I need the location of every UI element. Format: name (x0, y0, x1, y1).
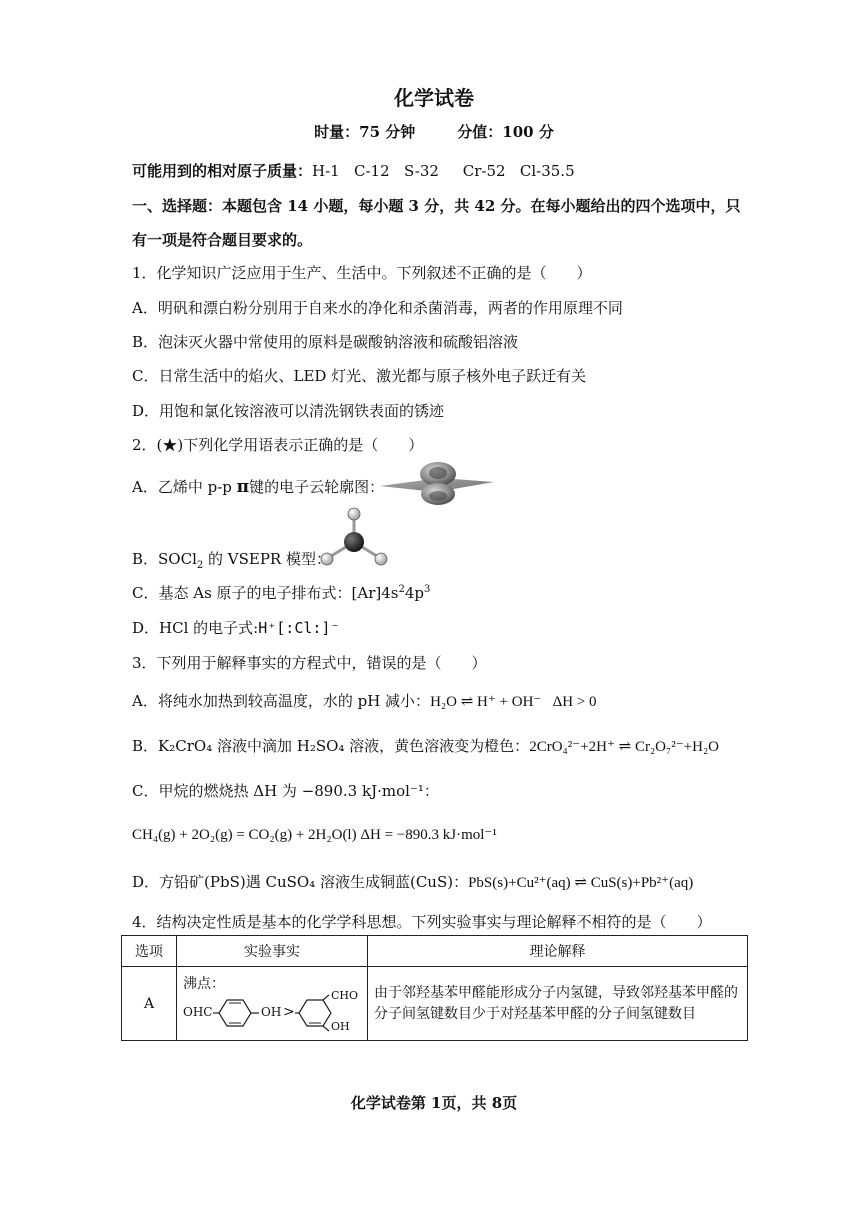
q2-option-c (132, 582, 430, 603)
q2-option-d (132, 617, 340, 638)
q4-header-fact: 实验事实 (177, 936, 368, 967)
q4-row-a-option: A (122, 967, 177, 1041)
exam-time: 时量：75 分钟 (314, 123, 416, 141)
q3-d-equation: PbS(s)+Cu²⁺(aq) ⇌ CuS(s)+Pb²⁺(aq) (468, 875, 694, 891)
table-row (122, 967, 748, 1041)
q1-option-a: A．明矾和漂白粉分别用于自来水的净化和杀菌消毒，两者的作用原理不同 (132, 299, 623, 317)
section-heading-line2: 有一项是符合题目要求的。 (132, 231, 313, 249)
para-benzene-ring-icon (213, 993, 259, 1033)
exam-meta (0, 121, 868, 142)
fact-oh: OH (261, 1004, 282, 1019)
q3-option-a (132, 690, 597, 711)
q2-option-a (132, 476, 384, 497)
q4-stem: 4．结构决定性质是基本的化学学科思想。下列实验事实与理论解释不相符的是（ ） (132, 913, 712, 931)
q3-b-text: B．K₂CrO₄ 溶液中滴加 H₂SO₄ 溶液，黄色溶液变为橙色： (132, 737, 530, 755)
pi-bond-cloud-figure (378, 460, 496, 506)
q4-row-a-explanation: 由于邻羟基苯甲醛能形成分子内氢键，导致邻羟基苯甲醛的分子间氢键数目少于对羟基苯甲醛的分子间氢键数目 (368, 967, 748, 1041)
fact-ohc: OHC (183, 1004, 213, 1019)
page-title: 化学试卷 (394, 86, 474, 110)
q2-b-prefix: B．SOCl (132, 550, 197, 568)
fact-oh-ortho: OH (331, 1019, 350, 1033)
q2-d-formula: H⁺[:Cl:]⁻ (258, 619, 340, 637)
section-heading-line1: 一、选择题：本题包含 14 小题，每小题 3 分，共 42 分。在每小题给出的四个选项中，只 (132, 197, 741, 215)
atomic-masses (132, 160, 575, 181)
q3-c-equation: CH₄(g) + 2O₂(g) = CO₂(g) + 2H₂O(l) ΔH = −890.3 kJ·mol⁻¹ (132, 827, 497, 843)
q2-a-pi: π (236, 477, 250, 497)
q2-c-mid: 4p (404, 584, 425, 602)
q2-d-prefix: D．HCl 的电子式: (132, 619, 259, 637)
q4-row-a-fact (177, 967, 368, 1041)
q2-a-prefix: A．乙烯中 p-p (132, 478, 237, 496)
q4-table-header (122, 936, 748, 967)
q3-a-text: A．将纯水加热到较高温度，水的 pH 减小： (132, 692, 431, 710)
q3-stem: 3．下列用于解释事实的方程式中，错误的是（ ） (132, 654, 487, 672)
ortho-benzene-ring-icon (295, 993, 335, 1033)
q3-d-text: D．方铅矿(PbS)遇 CuSO₄ 溶液生成铜蓝(CuS)： (132, 873, 469, 891)
exam-score: 分值：100 分 (457, 123, 554, 141)
page-footer: 化学试卷第 1页，共 8页 (350, 1094, 518, 1112)
q3-a-equation: H₂O ⇌ H⁺ + OH⁻ ΔH > 0 (430, 694, 597, 710)
fact-cho: CHO (331, 988, 359, 1002)
q2-b-suffix: 的 VSEPR 模型： (203, 550, 331, 568)
atomic-masses-label: 可能用到的相对原子质量： (132, 162, 313, 180)
q1-option-d: D．用饱和氯化铵溶液可以清洗钢铁表面的锈迹 (132, 402, 445, 420)
q4-table (121, 935, 748, 1041)
q2-c-sup1: 2 (398, 584, 405, 595)
q1-stem: 1．化学知识广泛应用于生产、生活中。下列叙述不正确的是（ ） (132, 264, 592, 282)
q3-b-equation: 2CrO₄²⁻+2H⁺ ⇌ Cr₂O₇²⁻+H₂O (529, 739, 720, 755)
q2-stem: 2．(★)下列化学用语表示正确的是（ ） (132, 436, 424, 454)
atomic-masses-values: H-1 C-12 S-32 Cr-52 Cl-35.5 (312, 162, 575, 180)
q2-b-sub: 2 (196, 560, 204, 571)
q1-option-c: C．日常生活中的焰火、LED 灯光、激光都与原子核外电子跃迁有关 (132, 367, 587, 385)
q3-option-c: C．甲烷的燃烧热 ΔH 为 −890.3 kJ·mol⁻¹： (132, 782, 439, 800)
q4-row-a-fact-label: 沸点： (183, 975, 225, 992)
q2-a-suffix: 键的电子云轮廓图： (249, 478, 385, 496)
fact-greater-than: > (283, 1003, 295, 1020)
q2-c-prefix: C．基态 As 原子的电子排布式：[Ar]4s (132, 584, 399, 602)
q3-option-d (132, 871, 693, 892)
q3-option-b (132, 735, 719, 756)
q4-row-a-structures (183, 988, 361, 1035)
q4-header-explanation: 理论解释 (368, 936, 748, 967)
q2-option-b (132, 548, 331, 571)
q2-c-sup2: 3 (424, 584, 431, 595)
q1-option-b: B．泡沫灭火器中常使用的原料是碳酸钠溶液和硫酸铝溶液 (132, 333, 519, 351)
q4-header-option: 选项 (122, 936, 177, 967)
